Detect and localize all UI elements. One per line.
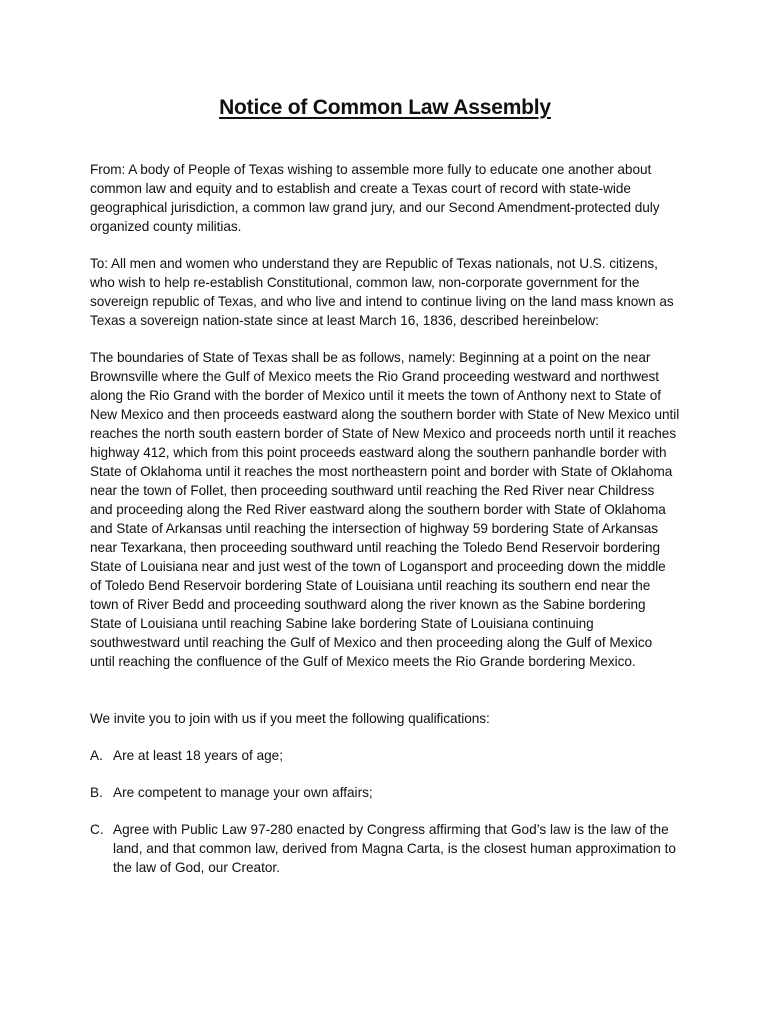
list-item-letter: A.	[90, 748, 103, 763]
list-item-text: Agree with Public Law 97-280 enacted by Congress affirming that God’s law is the law of the land, and that common law, derived from Magna Carta, is the closest human approximation to the law of God, our Creator.	[113, 822, 676, 875]
list-item-text: Are competent to manage your own affairs;	[113, 785, 373, 800]
list-item	[90, 820, 680, 877]
document-page	[90, 96, 680, 895]
boundaries-paragraph: The boundaries of State of Texas shall be as follows, namely: Beginning at a point on the near Brownsville where the Gulf of Mexico meets the Rio Grand proceeding westward and northwest along the Rio Grand with the border of Mexico until it meets the town of Anthony next to State of New Mexico and then proceeds eastward along the southern border with State of New Mexico until reaches the north south eastern border of State of New Mexico and proceeds north until it reaches highway 412, which from this point proceeds eastward along the southern panhandle border with State of Oklahoma until it reaches the most northeastern point and border with State of Oklahoma near the town of Follet, then proceeding southward until reaching the Red River near Childress and proceeding along the Red River eastward along the southern border with State of Oklahoma and State of Arkansas until reaching the intersection of highway 59 bordering State of Arkansas near Texarkana, then proceeding southward until reaching the Toledo Bend Reservoir bordering State of Louisiana near and just west of the town of Logansport and proceeding down the middle of Toledo Bend Reservoir bordering State of Louisiana until reaching its southern end near the town of River Bedd and proceeding southward along the river known as the Sabine bordering State of Louisiana until reaching Sabine lake bordering State of Louisiana continuing southwestward until reaching the Gulf of Mexico and then proceeding along the Gulf of Mexico until reaching the confluence of the Gulf of Mexico meets the Rio Grande bordering Mexico.	[90, 350, 680, 669]
list-item	[90, 783, 680, 802]
list-item-text: Are at least 18 years of age;	[113, 748, 284, 763]
qualifications-list	[90, 746, 680, 877]
invite-paragraph: We invite you to join with us if you meet the following qualifications:	[90, 711, 490, 726]
list-item-letter: B.	[90, 785, 103, 800]
to-paragraph: To: All men and women who understand they are Republic of Texas nationals, not U.S. citizens, who wish to help re-establish Constitutional, common law, non-corporate government for the sovereign republic of Texas, and who live and intend to continue living on the land mass known as Texas a sovereign nation-state since at least March 16, 1836, described hereinbelow:	[90, 256, 674, 328]
from-paragraph: From: A body of People of Texas wishing to assemble more fully to educate one another about common law and equity and to establish and create a Texas court of record with state-wide geographical jurisdiction, a common law grand jury, and our Second Amendment-protected duly organized county militias.	[90, 162, 660, 234]
document-title: Notice of Common Law Assembly	[219, 96, 551, 119]
list-item	[90, 746, 680, 765]
list-item-letter: C.	[90, 822, 104, 837]
